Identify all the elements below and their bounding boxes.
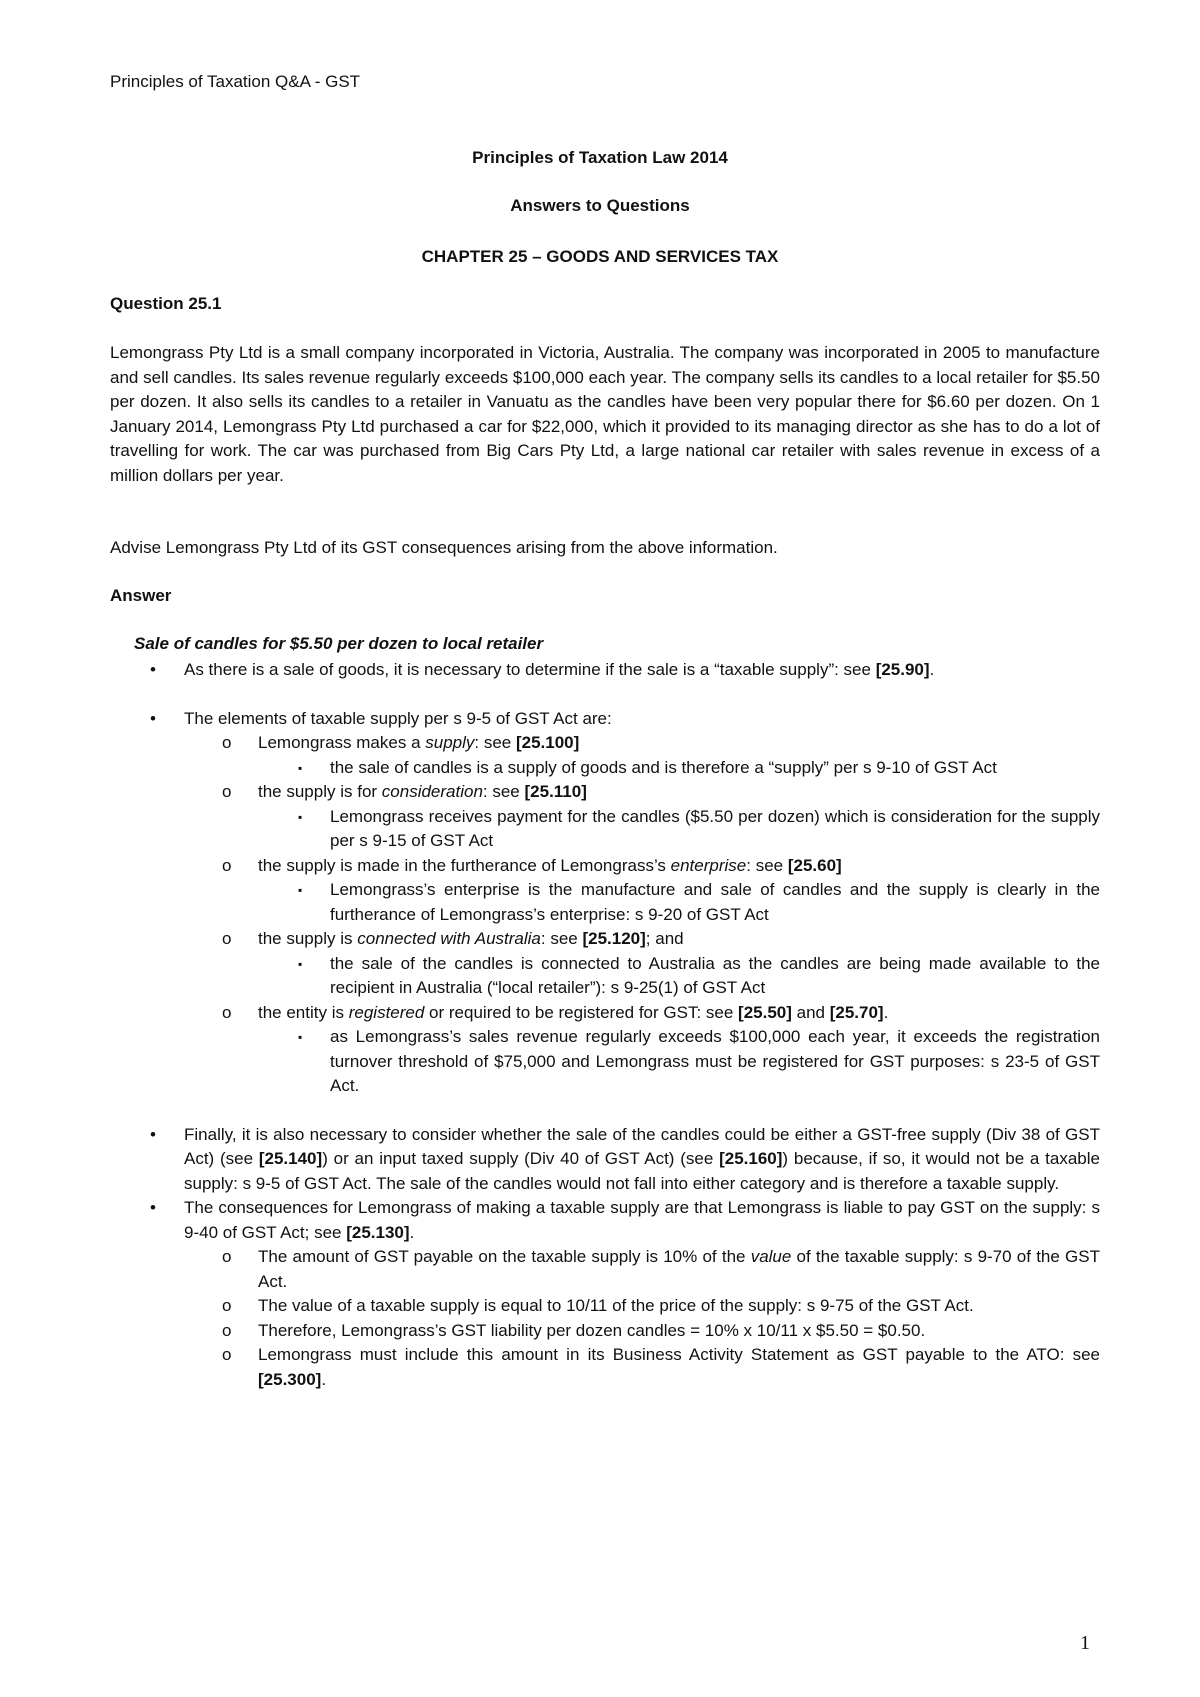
document-title: Principles of Taxation Law 2014 — [472, 148, 728, 167]
question-label: Question 25.1 — [110, 294, 222, 313]
sub-bullet-marker: o — [222, 782, 232, 801]
sub-sub-list-item: ▪ the sale of candles is a supply of goods and is therefore a “supply” per s 9-10 of GST Act — [110, 756, 1100, 781]
sub-list-item: o The amount of GST payable on the taxable supply is 10% of the value of the taxable supply: s 9-70 of the GST Act. — [222, 1247, 1100, 1291]
bullet-marker: • — [150, 1198, 156, 1217]
sub-list-item: o Therefore, Lemongrass’s GST liability per dozen candles = 10% x 10/11 x $5.50 = $0.50. — [110, 1319, 1100, 1344]
bullet-marker: • — [150, 660, 156, 679]
square-marker: ▪ — [298, 760, 303, 775]
advise-text: Advise Lemongrass Pty Ltd of its GST consequences arising from the above information. — [110, 538, 778, 557]
sub-bullet-marker: o — [222, 1247, 232, 1266]
sub-bullet-marker: o — [222, 1296, 232, 1315]
sub-bullet-marker: o — [222, 929, 232, 948]
square-marker: ▪ — [298, 956, 303, 971]
sub-sub-list-item: ▪ Lemongrass receives payment for the candles ($5.50 per dozen) which is consideration for the supply per s 9-15 of GST Act — [298, 806, 1100, 850]
list-item: • The elements of taxable supply per s 9-5 of GST Act are: — [110, 707, 1100, 732]
bullet-marker: • — [150, 1124, 156, 1144]
sub-bullet-marker: o — [222, 1345, 232, 1364]
sub-list-item: o The value of a taxable supply is equal to 10/11 of the price of the supply: s 9-75 of the GST Act. — [110, 1294, 1100, 1319]
document-subtitle: Answers to Questions — [510, 196, 690, 215]
sub-list-item: o the supply is connected with Australia: see [25.120]; and — [110, 927, 1100, 952]
bullet-marker: • — [150, 708, 156, 728]
page-number: 1 — [1080, 1632, 1090, 1654]
list-item: • As there is a sale of goods, it is necessary to determine if the sale is a “taxable supply”: see [25.90]. — [110, 658, 1100, 683]
square-marker: ▪ — [298, 1030, 303, 1044]
question-text: Lemongrass Pty Ltd is a small company incorporated in Victoria, Australia. The company was incorporated in 2005 to manufacture and sell candles. Its sales revenue regularly exceeds $100,000 each year. The company sells its candles to a local retailer for $5.50 per dozen. It also sells its candles to a retailer in Vanuatu as the candles have been very popular there for $6.60 per dozen. On 1 January 2014, Lemongrass Pty Ltd purchased a car for $22,000, which it provided to its managing director as she has to do a lot of travelling for work. The car was purchased from Big Cars Pty Ltd, a large national car retailer with sales revenue in excess of a million dollars per year. — [110, 343, 1100, 485]
running-header: Principles of Taxation Q&A - GST — [110, 72, 361, 91]
answer-subheading: Sale of candles for $5.50 per dozen to local retailer — [134, 634, 544, 653]
sub-list-item: o the supply is made in the furtherance of Lemongrass’s enterprise: see [25.60] — [110, 854, 1100, 879]
sub-bullet-marker: o — [222, 1002, 232, 1022]
chapter-heading: CHAPTER 25 – GOODS AND SERVICES TAX — [421, 247, 779, 266]
square-marker: ▪ — [298, 809, 303, 824]
sub-bullet-marker: o — [222, 855, 232, 875]
sub-bullet-marker: o — [222, 733, 232, 752]
sub-list-item: o the supply is for consideration: see [25.110] — [110, 780, 1100, 805]
sub-list-item: o the entity is registered or required to be registered for GST: see [25.50] and [25.70]. — [110, 1001, 1100, 1026]
sub-sub-list-item: ▪ the sale of the candles is connected to Australia as the candles are being made available to the recipient in Australia (“local retailer”): s 9-25(1) of GST Act — [298, 953, 1100, 997]
square-marker: ▪ — [298, 883, 303, 897]
answer-label: Answer — [110, 586, 172, 605]
answer-content — [110, 658, 1100, 1392]
sub-sub-list-item: ▪ as Lemongrass’s sales revenue regularly exceeds $100,000 each year, it exceeds the registration turnover threshold of $75,000 and Lemongrass must be registered for GST purposes: s 23-5 of GST Act. — [298, 1027, 1100, 1095]
sub-sub-list-item: ▪ Lemongrass’s enterprise is the manufacture and sale of candles and the supply is clearly in the furtherance of Lemongrass’s enterprise: s 9-20 of GST Act — [298, 880, 1100, 924]
list-item: • The consequences for Lemongrass of making a taxable supply are that Lemongrass is liable to pay GST on the supply: s 9-40 of GST Act; see [25.130]. — [150, 1198, 1100, 1242]
list-item: • Finally, it is also necessary to consider whether the sale of the candles could be either a GST-free supply (Div 38 of GST Act) (see [25.140]) or an input taxed supply (Div 40 of GST Act) (see [25.160]) because, if so, it would not be a taxable supply: s 9-5 of GST Act. The sale of the candles would not fall into either category and is therefore a taxable supply. — [150, 1124, 1100, 1193]
sub-list-item: o Lemongrass makes a supply: see [25.100] — [110, 731, 1100, 756]
sub-list-item: o Lemongrass must include this amount in its Business Activity Statement as GST payable to the ATO: see [25.300]. — [222, 1345, 1100, 1389]
sub-bullet-marker: o — [222, 1320, 232, 1340]
